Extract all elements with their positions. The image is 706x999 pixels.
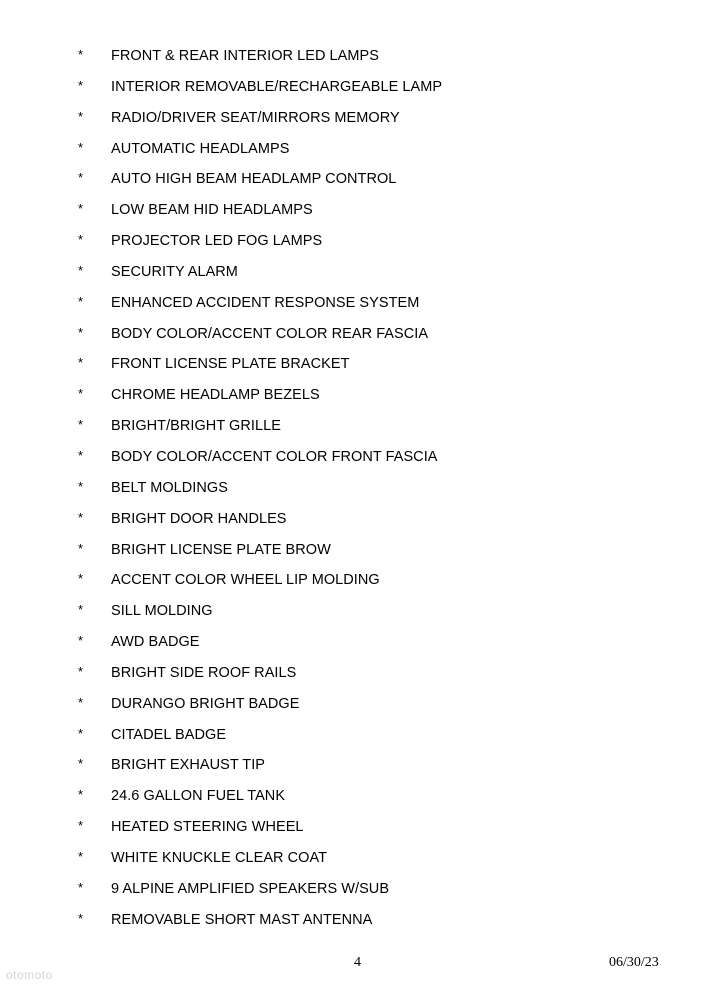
feature-text: CITADEL BADGE <box>111 726 227 743</box>
bullet-asterisk: * <box>78 818 84 834</box>
bullet-asterisk: * <box>78 478 84 494</box>
feature-text: BRIGHT DOOR HANDLES <box>111 510 287 527</box>
feature-text: ACCENT COLOR WHEEL LIP MOLDING <box>111 572 380 589</box>
bullet-asterisk: * <box>78 170 84 186</box>
bullet-asterisk: * <box>78 663 84 679</box>
feature-text: SILL MOLDING <box>111 603 213 620</box>
feature-text: 24.6 GALLON FUEL TANK <box>111 788 286 805</box>
page-number: 4 <box>354 955 361 970</box>
bullet-asterisk: * <box>78 694 84 710</box>
feature-text: PROJECTOR LED FOG LAMPS <box>111 233 323 250</box>
bullet-asterisk: * <box>78 77 84 93</box>
bullet-asterisk: * <box>78 386 84 402</box>
bullet-asterisk: * <box>78 232 84 248</box>
bullet-asterisk: * <box>78 355 84 371</box>
feature-text: SECURITY ALARM <box>111 263 238 280</box>
bullet-asterisk: * <box>78 756 84 772</box>
bullet-asterisk: * <box>78 571 84 587</box>
feature-text: DURANGO BRIGHT BADGE <box>111 695 300 712</box>
bullet-asterisk: * <box>78 201 84 217</box>
feature-text: REMOVABLE SHORT MAST ANTENNA <box>111 911 373 928</box>
feature-text: INTERIOR REMOVABLE/RECHARGEABLE LAMP <box>111 78 443 95</box>
bullet-asterisk: * <box>78 262 84 278</box>
bullet-asterisk: * <box>78 509 84 525</box>
footer-date: 06/30/23 <box>609 955 659 970</box>
bullet-asterisk: * <box>78 139 84 155</box>
bullet-asterisk: * <box>78 879 84 895</box>
bullet-asterisk: * <box>78 602 84 618</box>
feature-text: AUTO HIGH BEAM HEADLAMP CONTROL <box>111 171 397 188</box>
bullet-asterisk: * <box>78 540 84 556</box>
feature-text: BRIGHT/BRIGHT GRILLE <box>111 418 281 435</box>
feature-text: BRIGHT SIDE ROOF RAILS <box>111 664 297 681</box>
feature-text: HEATED STEERING WHEEL <box>111 819 304 836</box>
watermark-logo <box>6 968 53 982</box>
feature-text: ENHANCED ACCIDENT RESPONSE SYSTEM <box>111 294 420 311</box>
watermark-text: otomoto <box>6 968 53 982</box>
feature-text: BRIGHT EXHAUST TIP <box>111 757 265 774</box>
feature-text: RADIO/DRIVER SEAT/MIRRORS MEMORY <box>111 109 400 126</box>
bullet-asterisk: * <box>78 633 84 649</box>
feature-text: LOW BEAM HID HEADLAMPS <box>111 202 313 219</box>
feature-text: CHROME HEADLAMP BEZELS <box>111 387 320 404</box>
feature-text: 9 ALPINE AMPLIFIED SPEAKERS W/SUB <box>111 880 390 897</box>
feature-text: FRONT & REAR INTERIOR LED LAMPS <box>111 48 379 64</box>
feature-text: BODY COLOR/ACCENT COLOR REAR FASCIA <box>111 325 429 342</box>
bullet-asterisk: * <box>78 324 84 340</box>
bullet-asterisk: * <box>78 293 84 309</box>
bullet-asterisk: * <box>78 787 84 803</box>
feature-text: BELT MOLDINGS <box>111 479 228 496</box>
feature-text: AWD BADGE <box>111 634 200 651</box>
bullet-asterisk: * <box>78 108 84 124</box>
feature-text: FRONT LICENSE PLATE BRACKET <box>111 356 350 373</box>
bullet-asterisk: * <box>78 417 84 433</box>
bullet-asterisk: * <box>78 848 84 864</box>
bullet-asterisk: * <box>78 910 84 926</box>
feature-text: BRIGHT LICENSE PLATE BROW <box>111 541 331 558</box>
feature-text: AUTOMATIC HEADLAMPS <box>111 140 290 157</box>
feature-text: WHITE KNUCKLE CLEAR COAT <box>111 849 328 866</box>
bullet-asterisk: * <box>78 47 84 62</box>
bullet-asterisk: * <box>78 447 84 463</box>
bullet-asterisk: * <box>78 725 84 741</box>
feature-text: BODY COLOR/ACCENT COLOR FRONT FASCIA <box>111 448 438 465</box>
